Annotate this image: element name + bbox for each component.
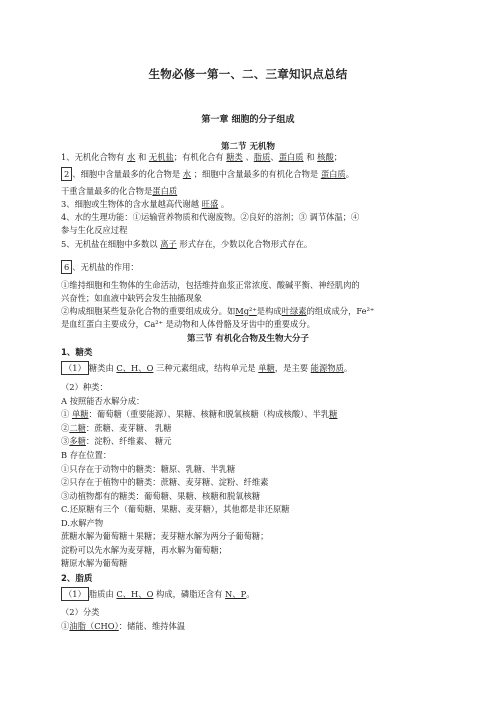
- answer: 多糖: [69, 436, 86, 446]
- line-6: 参与生化反应过程: [61, 225, 128, 235]
- text: 干重含量最多的化合物是: [61, 186, 153, 196]
- document-title: 生物必修一第一、二、三章知识点总结: [148, 67, 348, 81]
- answer: 蛋白质: [152, 186, 178, 196]
- answer: C、H、O: [116, 589, 154, 599]
- answer: 无机盐: [148, 152, 174, 162]
- answer: 二糖: [69, 423, 86, 433]
- sugar-line-6: [61, 436, 441, 447]
- text: ；有机化合有: [173, 152, 227, 162]
- text: 和: [135, 152, 149, 162]
- answer: 离子: [160, 239, 177, 249]
- chapter-heading: 第一章 细胞的分子组成: [201, 115, 295, 125]
- text: ；细胞中含量最多的有机化合物是: [191, 169, 321, 179]
- answer: 脂质: [253, 152, 271, 162]
- section-heading-inorganic: 第二节 无机物: [221, 142, 275, 152]
- answer: Mg²⁺: [235, 306, 257, 316]
- text: 3、细胞或生物体的含水量越高代谢越: [61, 199, 202, 209]
- answer: 能源物质: [310, 363, 344, 373]
- text: 。: [218, 199, 230, 209]
- heading-sugar: 1、糖类: [61, 348, 93, 358]
- sugar-line-3: A 按照能否水解分成：: [61, 396, 145, 406]
- number-box: 2: [61, 167, 72, 181]
- sugar-line-14: 淀粉可以先水解为麦芽糖，再水解为葡萄糖；: [61, 545, 227, 555]
- text: 糖类由: [88, 363, 117, 373]
- answer: 糖类: [226, 152, 243, 162]
- line-12: 是血红蛋白主要成分，Ca²⁺ 是动物和人体骨骼及牙齿中的重要成分。: [61, 319, 315, 329]
- text: ①: [61, 409, 72, 419]
- text: 1、无机化合物有: [61, 152, 127, 162]
- text: ②构成细胞某些复杂化合物的重要组成成分。如: [61, 306, 236, 316]
- text: 、无机盐的作用：: [72, 262, 139, 272]
- text: 构成，磷脂还含有: [153, 589, 226, 599]
- answer: 叶绿素: [281, 306, 307, 316]
- number-box: （1）: [61, 587, 89, 601]
- line-8: [61, 260, 441, 274]
- text: ：葡萄糖（重要能源）、果糖、核糖和脱氧核糖（构成核酸）、半乳: [88, 409, 330, 419]
- line-5: 4、水的生理功能：①运输营养物质和代谢废物。②良好的溶剂；③ 调节体温；④: [61, 212, 360, 222]
- answer: C、H、O: [116, 363, 154, 373]
- lipid-line-3: [61, 621, 441, 632]
- lipid-line-2: （2）分类: [61, 607, 100, 617]
- sugar-line-1: [61, 361, 441, 375]
- answer: 核酸: [317, 152, 334, 162]
- sugar-line-8: ①只存在于动物中的糖类：糖原、乳糖、半乳糖: [61, 464, 236, 474]
- sugar-line-2: （2）种类：: [61, 382, 108, 392]
- section-heading-organic: 第三节 有机化合物及生物大分子: [187, 334, 309, 344]
- text: 的组成成分，Fe²⁺: [306, 306, 375, 316]
- text: 和: [303, 152, 318, 162]
- answer: 蛋白质: [278, 152, 304, 162]
- text: ②: [61, 423, 70, 433]
- line-3: [61, 186, 441, 197]
- sugar-line-11: C.还原糖有三个（葡萄糖、果糖、麦芽糖），其他都是非还原糖: [61, 504, 290, 514]
- answer: 单糖: [71, 409, 89, 419]
- text: 脂质由: [88, 589, 117, 599]
- text: ：淀粉、纤维素、 糖元: [85, 436, 172, 446]
- sugar-line-9: ②只存在于植物中的糖类：蔗糖、麦芽糖、淀粉、纤维素: [61, 477, 269, 487]
- answer: 油脂（CHO）: [69, 621, 119, 631]
- text: 。: [345, 169, 355, 179]
- sugar-line-10: ③动植物都有的糖类：葡萄糖、果糖、核糖和脱氧核糖: [61, 491, 261, 501]
- sugar-line-13: 蔗糖水解为葡萄糖＋果糖；麦芽糖水解为两分子葡萄糖；: [61, 531, 269, 541]
- text: 形式存在，少数以化合物形式存在。: [176, 239, 313, 249]
- text: 三种元素组成，结构单元是: [153, 363, 259, 373]
- text: 。: [343, 363, 353, 373]
- answer: 蛋白质: [320, 169, 346, 179]
- answer: 糖: [329, 409, 338, 419]
- text: 、: [270, 152, 279, 162]
- line-4: [61, 199, 441, 210]
- number-box: （1）: [61, 361, 89, 375]
- heading-lipid: 2、脂质: [61, 574, 93, 584]
- lipid-line-1: [61, 587, 441, 601]
- text: 。: [246, 589, 255, 599]
- text: ①: [61, 621, 70, 631]
- line-1: [61, 152, 441, 163]
- text: 、: [242, 152, 254, 162]
- text: 、细胞中含量最多的化合物是: [72, 169, 183, 179]
- sugar-line-12: D.水解产物: [61, 518, 104, 528]
- text: ；: [333, 152, 343, 162]
- line-10: 兴奋性；如血液中缺钙会发生抽搐现象: [61, 293, 203, 303]
- answer: 水: [182, 169, 192, 179]
- sugar-line-7: B 存在位置：: [61, 450, 112, 460]
- text: ：储能、维持体温: [118, 621, 186, 631]
- text: ：蔗糖、麦芽糖、 乳糖: [85, 423, 172, 433]
- text: ③: [61, 436, 70, 446]
- line-11: [61, 306, 441, 317]
- sugar-line-5: [61, 423, 441, 434]
- line-2: [61, 167, 441, 181]
- answer: 水: [127, 152, 136, 162]
- line-9: ①维持细胞和生物体的生命活动，包括维持血浆正常浓度、酸碱平衡、神经肌肉的: [61, 280, 360, 290]
- answer: N、P: [225, 589, 247, 599]
- text: ，是主要: [274, 363, 311, 373]
- text: 是构成: [256, 306, 282, 316]
- answer: 单糖: [258, 363, 275, 373]
- sugar-line-4: [61, 409, 441, 420]
- text: 5、无机盐在细胞中多数以: [61, 239, 161, 249]
- number-box: 6: [61, 260, 72, 274]
- line-7: [61, 239, 441, 250]
- sugar-line-15: 糖原水解为葡萄糖: [61, 558, 128, 568]
- answer: 旺盛: [201, 199, 219, 209]
